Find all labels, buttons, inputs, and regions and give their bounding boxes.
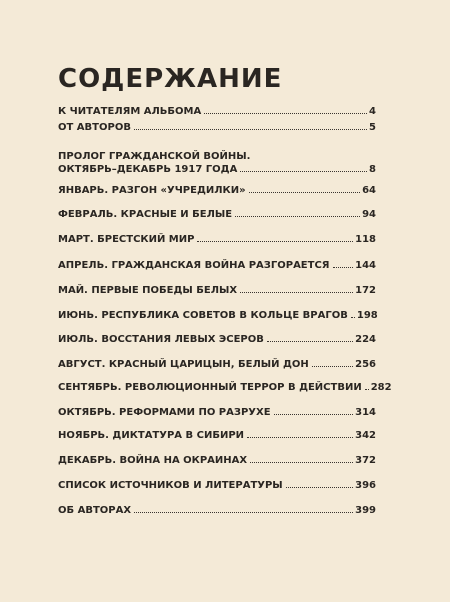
toc-entry-title: К ЧИТАТЕЛЯМ АЛЬБОМА bbox=[58, 106, 202, 117]
toc-entry-title: ОКТЯБРЬ–ДЕКАБРЬ 1917 ГОДА bbox=[58, 164, 238, 175]
dot-leader bbox=[249, 192, 361, 193]
toc-entry-page-number: 64 bbox=[362, 185, 376, 196]
toc-entry bbox=[58, 429, 376, 442]
toc-entry-line bbox=[58, 163, 376, 176]
toc-entry-line bbox=[58, 233, 376, 246]
dot-leader bbox=[204, 113, 367, 114]
toc-entry-title: СЕНТЯБРЬ. РЕВОЛЮЦИОННЫЙ ТЕРРОР В ДЕЙСТВИИ bbox=[58, 382, 362, 393]
toc-entry-page-number: 314 bbox=[355, 407, 376, 418]
toc-entry-title: НОЯБРЬ. ДИКТАТУРА В СИБИРИ bbox=[58, 430, 245, 441]
toc-entry-title-line: ПРОЛОГ ГРАЖДАНСКОЙ ВОЙНЫ. bbox=[58, 151, 251, 162]
dot-leader bbox=[134, 512, 353, 513]
toc-entry-title: ОКТЯБРЬ. РЕФОРМАМИ ПО РАЗРУХЕ bbox=[58, 407, 271, 418]
toc-entry-page-number: 372 bbox=[355, 455, 376, 466]
toc-entry-page-number: 282 bbox=[370, 382, 392, 393]
toc-entry bbox=[58, 406, 376, 419]
toc-entry-page-number: 8 bbox=[369, 164, 376, 175]
toc-entry-page-number: 399 bbox=[355, 505, 376, 516]
toc-entry-title: АВГУСТ. КРАСНЫЙ ЦАРИЦЫН, БЕЛЫЙ ДОН bbox=[58, 359, 309, 370]
page-title: СОДЕРЖАНИЕ bbox=[58, 64, 283, 94]
toc-entry-title: ДЕКАБРЬ. ВОЙНА НА ОКРАИНАХ bbox=[58, 455, 248, 466]
toc-entry-line bbox=[58, 121, 376, 134]
dot-leader bbox=[240, 171, 367, 172]
toc-entry-page-number: 198 bbox=[356, 310, 378, 321]
toc-entry-title: ИЮЛЬ. ВОССТАНИЯ ЛЕВЫХ ЭСЕРОВ bbox=[58, 334, 264, 345]
toc-entry-page-number: 144 bbox=[355, 260, 376, 271]
toc-entry bbox=[58, 105, 376, 118]
dot-leader bbox=[286, 487, 353, 488]
toc-entry bbox=[58, 259, 376, 272]
toc-entry-line bbox=[58, 208, 376, 221]
toc-entry bbox=[58, 381, 392, 394]
toc-entry-line bbox=[58, 454, 376, 467]
toc-entry-title: МАЙ. ПЕРВЫЕ ПОБЕДЫ БЕЛЫХ bbox=[58, 285, 238, 296]
toc-entry-page-number: 256 bbox=[355, 359, 376, 370]
dot-leader bbox=[197, 241, 353, 242]
toc-entry-page-number: 5 bbox=[369, 122, 376, 133]
toc-entry bbox=[58, 358, 376, 371]
dot-leader bbox=[235, 216, 360, 217]
toc-entry-line bbox=[58, 309, 376, 322]
toc-entry-line bbox=[58, 429, 376, 442]
toc-entry-line bbox=[58, 381, 392, 394]
dot-leader bbox=[274, 414, 354, 415]
toc-entry-title: МАРТ. БРЕСТСКИЙ МИР bbox=[58, 234, 195, 245]
toc-entry-page-number: 342 bbox=[355, 430, 376, 441]
toc-entry-line bbox=[58, 105, 376, 118]
toc-entry bbox=[58, 479, 376, 492]
toc-entry-line bbox=[58, 406, 376, 419]
dot-leader bbox=[240, 292, 353, 293]
toc-entry-title: ФЕВРАЛЬ. КРАСНЫЕ И БЕЛЫЕ bbox=[58, 209, 233, 220]
toc-entry-title: ОБ АВТОРАХ bbox=[58, 505, 132, 516]
toc-entry bbox=[58, 121, 376, 134]
dot-leader bbox=[247, 437, 353, 438]
dot-leader bbox=[250, 462, 353, 463]
toc-entry-title: СПИСОК ИСТОЧНИКОВ И ЛИТЕРАТУРЫ bbox=[58, 480, 283, 491]
dot-leader bbox=[312, 366, 353, 367]
toc-entry-page-number: 224 bbox=[355, 334, 376, 345]
toc-entry-title: ИЮНЬ. РЕСПУБЛИКА СОВЕТОВ В КОЛЬЦЕ ВРАГОВ bbox=[58, 310, 348, 321]
toc-entry bbox=[58, 504, 376, 517]
toc-entry-line bbox=[58, 259, 376, 272]
toc-entry-line bbox=[58, 358, 376, 371]
toc-entry-line bbox=[58, 504, 376, 517]
dot-leader bbox=[351, 317, 355, 318]
toc-entry-page-number: 4 bbox=[369, 106, 376, 117]
toc-entry-title: ЯНВАРЬ. РАЗГОН «УЧРЕДИЛКИ» bbox=[58, 185, 246, 196]
toc-entry-page-number: 94 bbox=[362, 209, 376, 220]
dot-leader bbox=[134, 129, 367, 130]
dot-leader bbox=[365, 389, 369, 390]
dot-leader bbox=[267, 341, 353, 342]
toc-entry-page-number: 172 bbox=[355, 285, 376, 296]
toc-entry-title: ОТ АВТОРОВ bbox=[58, 122, 131, 133]
toc-entry bbox=[58, 184, 376, 197]
toc-entry-page-number: 396 bbox=[355, 480, 376, 491]
toc-entry bbox=[58, 333, 376, 346]
toc-entry bbox=[58, 208, 376, 221]
toc-entry-line bbox=[58, 284, 376, 297]
toc-entry bbox=[58, 284, 376, 297]
toc-entry-line bbox=[58, 333, 376, 346]
toc-entry-line bbox=[58, 479, 376, 492]
toc-entry bbox=[58, 309, 376, 322]
toc-entry-title: АПРЕЛЬ. ГРАЖДАНСКАЯ ВОЙНА РАЗГОРАЕТСЯ bbox=[58, 260, 330, 271]
toc-entry bbox=[58, 454, 376, 467]
toc-entry-page-number: 118 bbox=[355, 234, 376, 245]
toc-entry bbox=[58, 150, 376, 176]
toc-entry-line bbox=[58, 184, 376, 197]
toc-entry bbox=[58, 233, 376, 246]
dot-leader bbox=[333, 267, 354, 268]
